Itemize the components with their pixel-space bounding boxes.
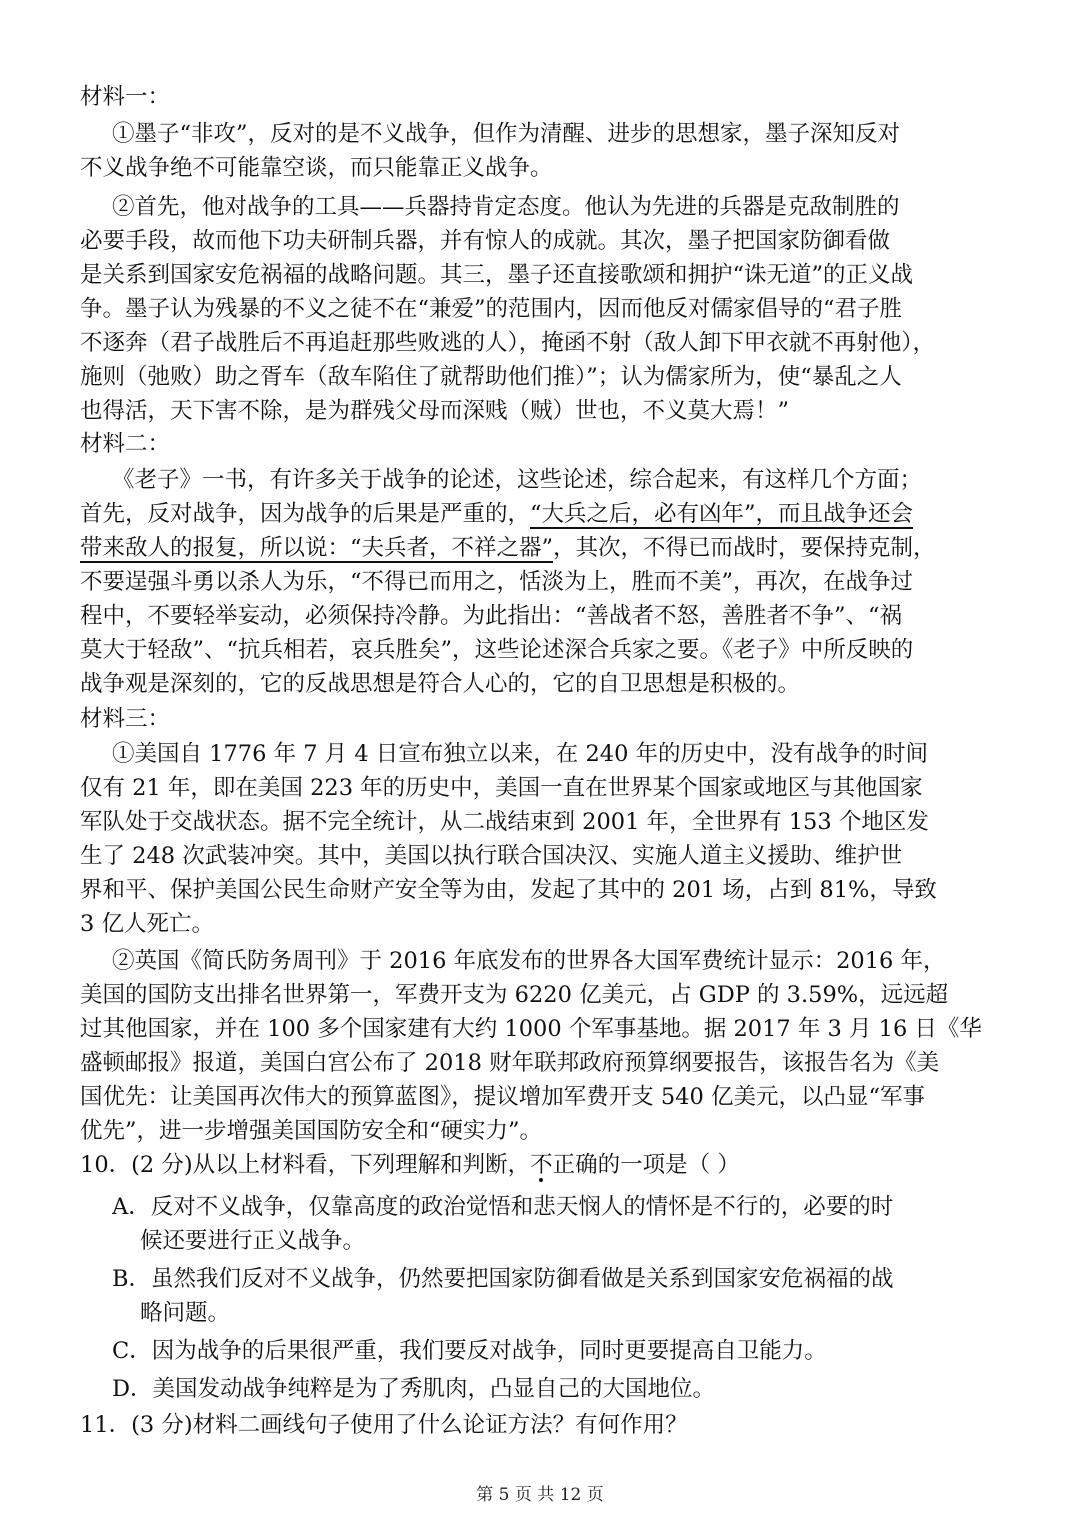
material1-p1-line: ①墨子“非攻”，反对的是不义战争，但作为清醒、进步的思想家，墨子深知反对 — [112, 121, 901, 147]
material1-p2-line: 争。墨子认为残暴的不义之徒不在“兼爱”的范围内，因而他反对儒家倡导的“君子胜 — [80, 296, 903, 322]
material2-line — [80, 497, 1005, 531]
material3-p1-line: 仅有 21 年，即在美国 223 年的历史中，美国一直在世界某个国家或地区与其他国家 — [80, 775, 923, 801]
option-b: B．虽然我们反对不义战争，仍然要把国家防御看做是关系到国家安危祸福的战 — [112, 1266, 894, 1292]
material1-p2-line: 不逐奔（君子战胜后不再追赶那些败逃的人），掩函不射（敌人卸下甲衣就不再射他）， — [80, 330, 936, 356]
material1-heading: 材料一： — [80, 84, 171, 110]
material2-line: 《老子》一书，有许多关于战争的论述，这些论述，综合起来，有这样几个方面； — [112, 467, 923, 493]
material3-p1-line: 军队处于交战状态。据不完全统计，从二战结束到 2001 年，全世界有 153 个地区发 — [80, 809, 929, 835]
question-10-stem — [80, 1148, 1005, 1182]
material2-line: 程中，不要轻举妄动，必须保持冷静。为此指出：“善战者不怒，善胜者不争”、“祸 — [80, 603, 903, 629]
material3-p2-line: ②英国《简氏防务周刊》于 2016 年底发布的世界各大国军费统计显示：2016 年， — [112, 948, 946, 974]
question-10-text: 10．(2 分)从以上材料看，下列理解和判断， — [80, 1152, 531, 1178]
material3-p2-line: 过其他国家，并在 100 多个国家建有大约 1000 个军事基地。据 2017 年 3 月 16 日《华 — [80, 1016, 982, 1042]
material2-heading: 材料二： — [80, 431, 171, 457]
material1-p2-line: 必要手段，故而他下功夫研制兵器，并有惊人的成就。其次，墨子把国家防御看做 — [80, 228, 891, 254]
material2-line: 莫大于轻敌”、“抗兵相若，哀兵胜矣”，这些论述深合兵家之要。《老子》中所反映的 — [80, 637, 914, 663]
question-10-text: 正确的一项是（ ） — [552, 1152, 740, 1178]
material3-p2-line: 盛顿邮报》报道，美国白宫公布了 2018 财年联邦政府预算纲要报告，该报告名为《美 — [80, 1050, 940, 1076]
material3-p2-line: 优先”，进一步增强美国国防安全和“硬实力”。 — [80, 1118, 543, 1144]
material3-p1-line: 界和平、保护美国公民生命财产安全等为由，发起了其中的 201 场，占到 81%，导致 — [80, 877, 937, 903]
material2-line — [80, 531, 1005, 565]
option-b-cont: 略问题。 — [140, 1300, 231, 1326]
page-footer: 第 5 页 共 12 页 — [476, 1485, 604, 1505]
material1-p2-line: 是关系到国家安危祸福的战略问题。其三，墨子还直接歌颂和拥护“诛无道”的正义战 — [80, 262, 914, 288]
option-c: C．因为战争的后果很严重，我们要反对战争，同时更要提高自卫能力。 — [112, 1338, 827, 1364]
question-11-stem: 11．(3 分)材料二画线句子使用了什么论证方法？有何作用？ — [80, 1412, 688, 1438]
material3-p1-line: 生了 248 次武装冲突。其中，美国以执行联合国决汉、实施人道主义援助、维护世 — [80, 843, 903, 869]
material3-p1-line: 3 亿人死亡。 — [80, 911, 214, 937]
material1-p2-line: 也得活，天下害不除，是为群残父母而深贱（贼）世也，不义莫大焉！” — [80, 398, 790, 424]
option-a-cont: 候还要进行正义战争。 — [140, 1228, 366, 1254]
option-d: D．美国发动战争纯粹是为了秀肌肉，凸显自己的大国地位。 — [112, 1376, 716, 1402]
material2-text: 首先，反对战争，因为战争的后果是严重的， — [80, 501, 531, 527]
underlined-sentence: “大兵之后，必有凶年”，而且战争还会 — [530, 501, 914, 527]
material3-p1-line: ①美国自 1776 年 7 月 4 日宣布独立以来，在 240 年的历史中，没有战争的时间 — [112, 741, 929, 767]
option-a: A．反对不义战争，仅靠高度的政治觉悟和悲天悯人的情怀是不行的，必要的时 — [112, 1194, 894, 1220]
material2-line: 不要逞强斗勇以杀人为乐，“不得已而用之，恬淡为上，胜而不美”，再次，在战争过 — [80, 569, 914, 595]
material1-p2-line: 施则（弛败）助之胥车（敌车陷住了就帮助他们推）”；认为儒家所为，使“暴乱之人 — [80, 364, 902, 390]
material1-p1-line: 不义战争绝不可能靠空谈，而只能靠正义战争。 — [80, 155, 553, 181]
emphasis-dot-char: 不 — [530, 1152, 553, 1178]
material1-p2-line: ②首先，他对战争的工具——兵器持肯定态度。他认为先进的兵器是克敌制胜的 — [112, 194, 900, 220]
material3-p2-line: 国优先：让美国再次伟大的预算蓝图》，提议增加军费开支 540 亿美元，以凸显“军事 — [80, 1084, 926, 1110]
material3-p2-line: 美国的国防支出排名世界第一，军费开支为 6220 亿美元，占 GDP 的 3.59%，远远超 — [80, 982, 949, 1008]
material2-line: 战争观是深刻的，它的反战思想是符合人心的，它的自卫思想是积极的。 — [80, 671, 801, 697]
material2-text: ，其次，不得已而战时，要保持克制， — [553, 535, 936, 561]
underlined-sentence: 带来敌人的报复，所以说：“夫兵者，不祥之器” — [80, 535, 554, 561]
material3-heading: 材料三： — [80, 706, 171, 732]
